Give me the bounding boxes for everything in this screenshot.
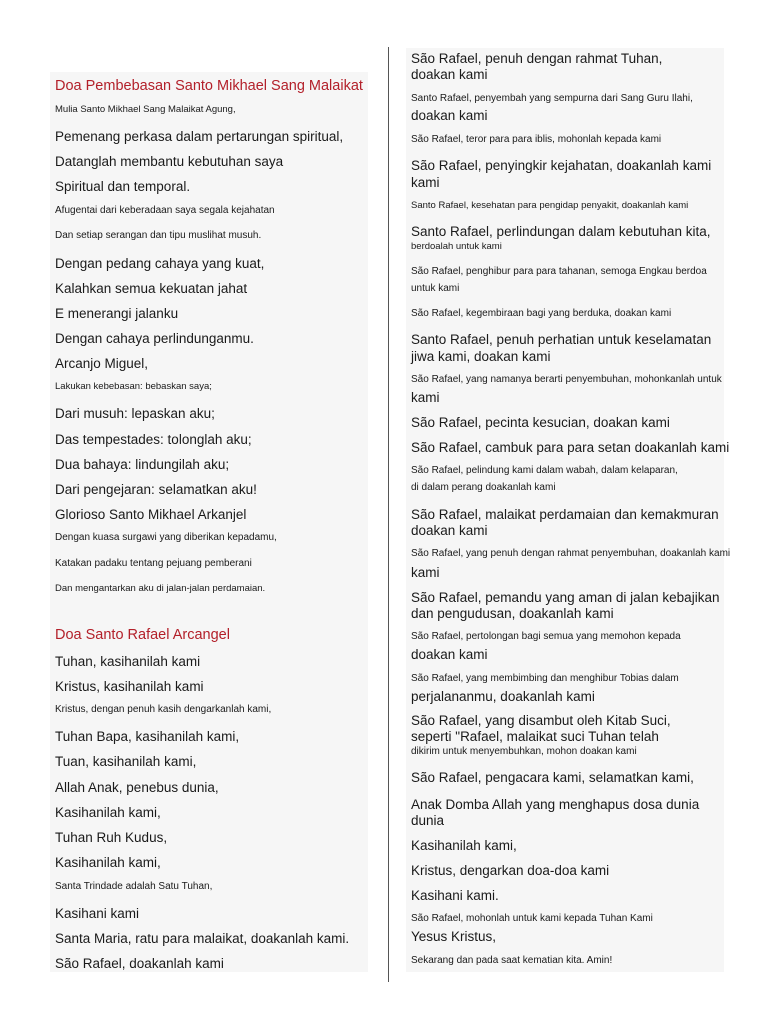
prayer-line: Das tempestades: tolonglah aku; xyxy=(55,432,252,447)
prayer-line: Arcanjo Miguel, xyxy=(55,356,149,371)
litany-line: berdoalah untuk kami xyxy=(411,241,502,252)
litany-line: untuk kami xyxy=(411,283,460,294)
litany-line: São Rafael, teror para para iblis, mohonlah kepada kami xyxy=(411,134,662,145)
prayer-line: Afugentai dari keberadaan saya segala kejahatan xyxy=(55,205,275,216)
litany-line: São Rafael, pecinta kesucian, doakan kami xyxy=(411,415,670,430)
heading-rafael-prayer: Doa Santo Rafael Arcangel xyxy=(55,627,230,643)
prayer-line: Dari musuh: lepaskan aku; xyxy=(55,406,215,421)
prayer-line: Lakukan kebebasan: bebaskan saya; xyxy=(55,381,212,392)
litany-line: São Rafael, pemandu yang aman di jalan kebajikan xyxy=(411,590,720,605)
prayer-line: Dari pengejaran: selamatkan aku! xyxy=(55,482,257,497)
prayer-line: Mulia Santo Mikhael Sang Malaikat Agung, xyxy=(55,104,236,115)
prayer-line: Dan setiap serangan dan tipu muslihat musuh. xyxy=(55,230,262,241)
litany-line: São Rafael, pelindung kami dalam wabah, dalam kelaparan, xyxy=(411,465,678,476)
litany-line: São Rafael, penghibur para para tahanan, semoga Engkau berdoa xyxy=(411,266,707,277)
litany-line: Santa Trindade adalah Satu Tuhan, xyxy=(55,881,213,892)
litany-line: seperti "Rafael, malaikat suci Tuhan telah xyxy=(411,729,659,744)
prayer-line: Glorioso Santo Mikhael Arkanjel xyxy=(55,507,247,522)
litany-line: São Rafael, cambuk para para setan doakanlah kami xyxy=(411,440,730,455)
litany-line: Kristus, dengarkan doa-doa kami xyxy=(411,863,610,878)
litany-line: Tuhan Bapa, kasihanilah kami, xyxy=(55,729,240,744)
litany-line: Santo Rafael, kesehatan para pengidap penyakit, doakanlah kami xyxy=(411,200,689,211)
litany-line: Kasihanilah kami, xyxy=(55,855,161,870)
litany-line: jiwa kami, doakan kami xyxy=(411,349,551,364)
litany-line: dan pengudusan, doakanlah kami xyxy=(411,606,614,621)
litany-line: Santa Maria, ratu para malaikat, doakanlah kami. xyxy=(55,931,350,946)
prayer-line: Dengan kuasa surgawi yang diberikan kepadamu, xyxy=(55,532,277,543)
litany-line: dikirim untuk menyembuhkan, mohon doakan kami xyxy=(411,746,637,757)
litany-line: Tuan, kasihanilah kami, xyxy=(55,754,197,769)
litany-line: Yesus Kristus, xyxy=(411,929,497,944)
litany-line: doakan kami xyxy=(411,647,488,662)
litany-line: perjalananmu, doakanlah kami xyxy=(411,689,595,704)
prayer-line: Spiritual dan temporal. xyxy=(55,179,191,194)
litany-line: Kristus, dengan penuh kasih dengarkanlah kami, xyxy=(55,704,272,715)
heading-mikhael-prayer: Doa Pembebasan Santo Mikhael Sang Malaikat xyxy=(55,78,363,94)
litany-line: Kasihani kami xyxy=(55,906,140,921)
litany-line: Kasihanilah kami, xyxy=(411,838,517,853)
litany-line: São Rafael, yang namanya berarti penyembuhan, mohonkanlah untuk xyxy=(411,374,722,385)
litany-line: São Rafael, penyingkir kejahatan, doakanlah kami xyxy=(411,158,712,173)
prayer-line: Dengan cahaya perlindunganmu. xyxy=(55,331,254,346)
litany-line: Kasihanilah kami, xyxy=(55,805,161,820)
prayer-line: Dua bahaya: lindungilah aku; xyxy=(55,457,230,472)
litany-line: Tuhan, kasihanilah kami xyxy=(55,654,201,669)
litany-line: Anak Domba Allah yang menghapus dosa dunia xyxy=(411,797,700,812)
litany-line: Santo Rafael, penyembah yang sempurna dari Sang Guru Ilahi, xyxy=(411,93,693,104)
litany-line: São Rafael, penuh dengan rahmat Tuhan, xyxy=(411,51,663,66)
litany-line: kami xyxy=(411,175,440,190)
litany-line: São Rafael, yang disambut oleh Kitab Suci, xyxy=(411,713,671,728)
litany-line: Santo Rafael, penuh perhatian untuk keselamatan xyxy=(411,332,712,347)
litany-line: kami xyxy=(411,565,440,580)
litany-line: doakan kami xyxy=(411,108,488,123)
prayer-line: Datanglah membantu kebutuhan saya xyxy=(55,154,284,169)
litany-line: doakan kami xyxy=(411,523,488,538)
prayer-line: Dan mengantarkan aku di jalan-jalan perdamaian. xyxy=(55,583,266,594)
litany-line: Kristus, kasihanilah kami xyxy=(55,679,204,694)
litany-line: doakan kami xyxy=(411,67,488,82)
prayer-line: Dengan pedang cahaya yang kuat, xyxy=(55,256,265,271)
prayer-line: Katakan padaku tentang pejuang pemberani xyxy=(55,558,252,569)
litany-line: São Rafael, pengacara kami, selamatkan kami, xyxy=(411,770,694,785)
litany-line: Santo Rafael, perlindungan dalam kebutuhan kita, xyxy=(411,224,711,239)
litany-line: Tuhan Ruh Kudus, xyxy=(55,830,168,845)
prayer-line: Pemenang perkasa dalam pertarungan spiritual, xyxy=(55,129,344,144)
litany-line: São Rafael, yang membimbing dan menghibur Tobias dalam xyxy=(411,673,679,684)
litany-line: São Rafael, mohonlah untuk kami kepada Tuhan Kami xyxy=(411,913,653,924)
litany-line: Kasihani kami. xyxy=(411,888,499,903)
prayer-line: E menerangi jalanku xyxy=(55,306,179,321)
litany-line: São Rafael, doakanlah kami xyxy=(55,956,224,971)
column-divider xyxy=(388,47,389,982)
litany-line: kami xyxy=(411,390,440,405)
litany-line: Sekarang dan pada saat kematian kita. Amin! xyxy=(411,955,613,966)
litany-line: São Rafael, kegembiraan bagi yang berduka, doakan kami xyxy=(411,308,672,319)
prayer-line: Kalahkan semua kekuatan jahat xyxy=(55,281,248,296)
litany-line: di dalam perang doakanlah kami xyxy=(411,482,556,493)
litany-line: São Rafael, yang penuh dengan rahmat penyembuhan, doakanlah kami xyxy=(411,548,731,559)
litany-line: dunia xyxy=(411,813,445,828)
litany-line: Allah Anak, penebus dunia, xyxy=(55,780,219,795)
litany-line: São Rafael, pertolongan bagi semua yang memohon kepada xyxy=(411,631,681,642)
litany-line: São Rafael, malaikat perdamaian dan kemakmuran xyxy=(411,507,719,522)
